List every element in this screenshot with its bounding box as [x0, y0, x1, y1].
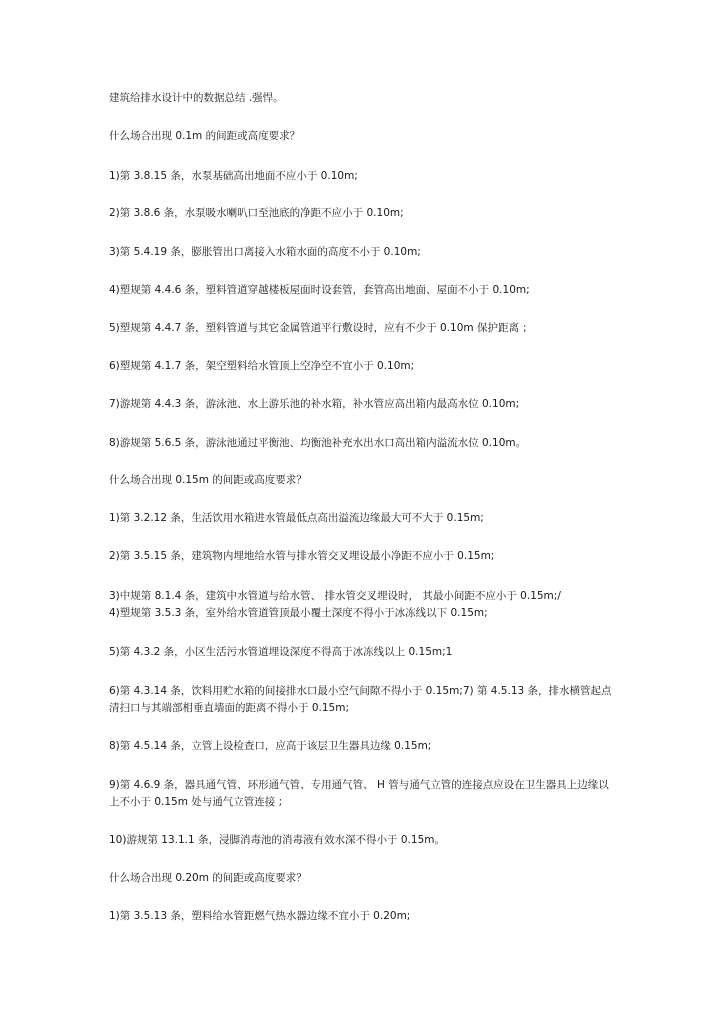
clause-item: 5)第 4.3.2 条，小区生活污水管道埋设深度不得高于冰冻线以上 0.15m;1	[109, 646, 453, 658]
clause-item: 8)第 4.5.14 条，立管上设检查口，应高于该层卫生器具边缘 0.15m;	[109, 740, 432, 752]
clause-item: 1)第 3.5.13 条，塑料给水管距燃气热水器边缘不宜小于 0.20m;	[109, 910, 411, 922]
clause-item: 4)塑规第 3.5.3 条，室外给水管道管顶最小覆土深度不得小于冰冻线以下 0.15m;	[109, 607, 488, 619]
clause-item: 6)塑规第 4.1.7 条，架空塑料给水管顶上空净空不宜小于 0.10m;	[109, 360, 415, 372]
clause-item: 9)第 4.6.9 条，器具通气管、环形通气管、专用通气管、 H 管与通气立管的连接点应设在卫生器具上边缘以上不小于 0.15m 处与通气立管连接 ;	[109, 779, 609, 808]
clause-item: 2)第 3.8.6 条，水泵吸水喇叭口至池底的净距不应小于 0.10m;	[109, 207, 404, 219]
clause-item: 5)塑规第 4.4.7 条，塑料管道与其它金属管道平行敷设时，应有不少于 0.10m 保护距离 ；	[109, 322, 533, 334]
clause-item: 2)第 3.5.15 条，建筑物内埋地给水管与排水管交叉埋设最小净距不应小于 0.15m;	[109, 550, 495, 562]
section-heading: 什么场合出现 0.1m 的间距或高度要求？	[109, 130, 301, 142]
clause-item: 10)游规第 13.1.1 条，浸脚消毒池的消毒液有效水深不得小于 0.15m。	[109, 834, 445, 846]
section-heading: 什么场合出现 0.20m 的间距或高度要求？	[109, 872, 307, 884]
clause-item: 3)第 5.4.19 条，膨胀管出口离接入水箱水面的高度不小于 0.10m;	[109, 246, 421, 258]
document-title: 建筑给排水设计中的数据总结 .强悍。	[109, 92, 284, 104]
clause-item: 6)第 4.3.14 条，饮料用贮水箱的间接排水口最小空气间隙不得小于 0.15m;7) 第 4.5.13 条，排水横管起点清扫口与其端部相垂直墙面的距离不得小于 0.15m;	[109, 685, 612, 714]
clause-item: 1)第 3.2.12 条，生活饮用水箱进水管最低点高出溢流边缘最大可不大于 0.15m;	[109, 512, 484, 524]
clause-item: 3)中规第 8.1.4 条，建筑中水管道与给水管、 排水管交叉埋设时， 其最小间距不应小于 0.15m;/	[109, 590, 561, 602]
clause-item: 8)游规第 5.6.5 条，游泳池通过平衡池、均衡池补充水出水口高出箱内溢流水位 0.10m。	[109, 437, 527, 449]
clause-item: 7)游规第 4.4.3 条，游泳池、水上游乐池的补水箱，补水管应高出箱内最高水位 0.10m;	[109, 398, 520, 410]
section-heading: 什么场合出现 0.15m 的间距或高度要求？	[109, 474, 307, 486]
clause-item: 1)第 3.8.15 条，水泵基础高出地面不应小于 0.10m;	[109, 170, 358, 182]
clause-item: 4)塑规第 4.4.6 条，塑料管道穿越楼板屋面时设套管，套管高出地面、屋面不小于 0.10m;	[109, 284, 530, 296]
